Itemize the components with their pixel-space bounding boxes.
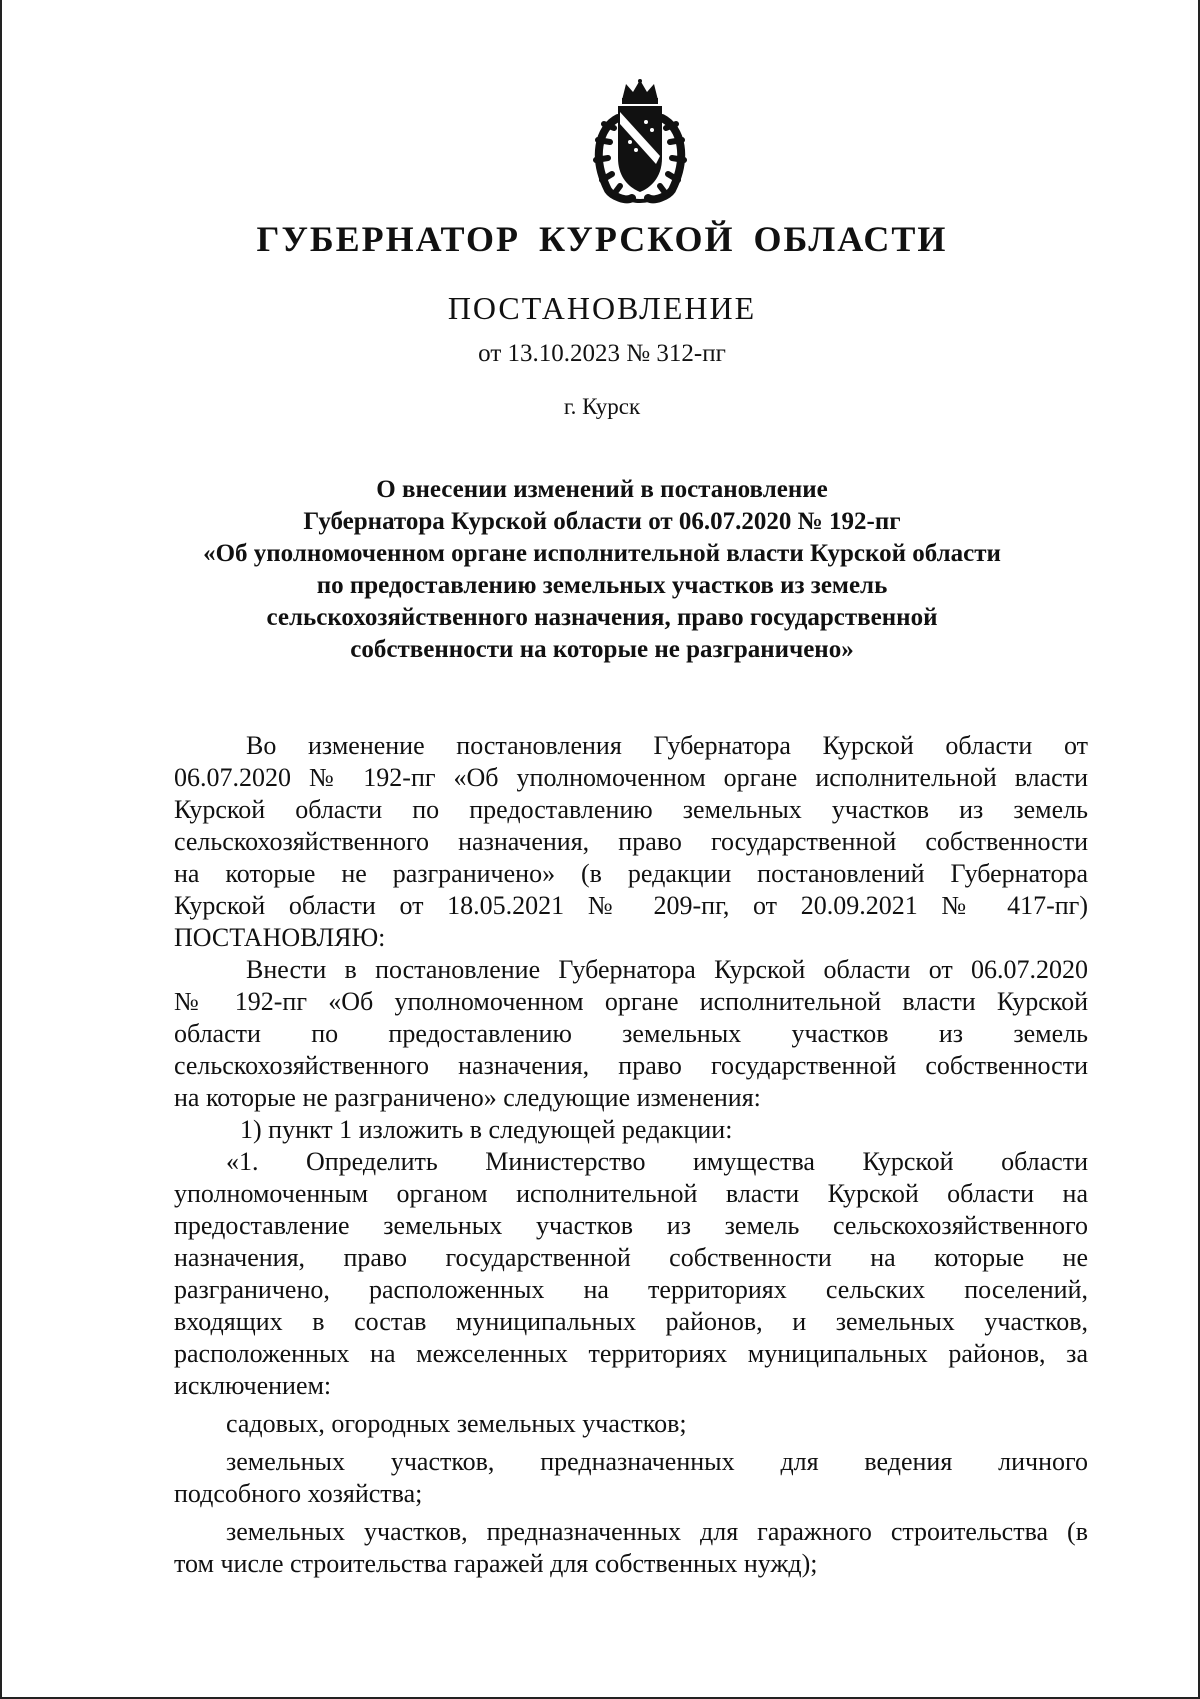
text-line: № 192-пг «Об уполномоченном органе исполнительной власти Курской [174, 987, 1088, 1016]
paragraph-point-1 [174, 1146, 1088, 1402]
text-line: сельскохозяйственного назначения, право государственной собственности [174, 1051, 1088, 1080]
text-line: Курской области от 18.05.2021 № 209-пг, от 20.09.2021 № 417-пг) [174, 891, 1088, 920]
text-line: том числе строительства гаражей для собственных нужд); [174, 1549, 818, 1578]
authority-title: ГУБЕРНАТОР КУРСКОЙ ОБЛАСТИ [256, 219, 948, 259]
coat-of-arms-emblem [570, 78, 710, 206]
document-type: ПОСТАНОВЛЕНИЕ [447, 290, 757, 326]
text-line: 06.07.2020 № 192-пг «Об уполномоченном органе исполнительной власти [174, 763, 1088, 792]
text-line: предоставление земельных участков из земель сельскохозяйственного [174, 1211, 1088, 1240]
text-line: сельскохозяйственного назначения, право государственной собственности [174, 827, 1088, 856]
text-line: расположенных на межселенных территориях муниципальных районов, за [174, 1339, 1088, 1368]
text-line: «1. Определить Министерство имущества Курской области [226, 1147, 1088, 1176]
title-line: Губернатора Курской области от 06.07.2020 № 192-пг [303, 508, 901, 535]
text-line: Во изменение постановления Губернатора Курской области от [246, 731, 1088, 760]
text-line: исключением: [174, 1371, 332, 1400]
text-line: на которые не разграничено» следующие изменения: [174, 1083, 761, 1112]
text-line: Внести в постановление Губернатора Курской области от 06.07.2020 [246, 955, 1088, 984]
document-number: от 13.10.2023 № 312-пг [478, 340, 726, 367]
paragraph-amendment [174, 954, 1088, 1114]
text-line: земельных участков, предназначенных для ведения личного [226, 1447, 1088, 1476]
title-line: «Об уполномоченном органе исполнительной власти Курской области [203, 540, 1001, 567]
text-line: земельных участков, предназначенных для гаражного строительства (в [226, 1517, 1088, 1546]
document-body [174, 730, 1088, 1580]
title-line: О внесении изменений в постановление [376, 476, 828, 503]
text-line: на которые не разграничено» (в редакции постановлений Губернатора [174, 859, 1088, 888]
text-line: назначения, право государственной собственности на которые не [174, 1243, 1088, 1272]
title-line: сельскохозяйственного назначения, право государственной [266, 604, 938, 631]
title-line: собственности на которые не разграничено» [350, 636, 854, 663]
text-line: разграничено, расположенных на территориях сельских поселений, [174, 1275, 1088, 1304]
text-line: подсобного хозяйства; [174, 1479, 423, 1508]
document-city: г. Курск [563, 394, 641, 419]
text-line: уполномоченным органом исполнительной власти Курской области на [174, 1179, 1088, 1208]
text-line: области по предоставлению земельных участков из земель [174, 1019, 1088, 1048]
list-item-1: 1) пункт 1 изложить в следующей редакции: [240, 1115, 733, 1144]
exception-item: садовых, огородных земельных участков; [226, 1409, 687, 1438]
exception-item [174, 1516, 1088, 1580]
document-title [2, 474, 1200, 666]
text-line: Курской области по предоставлению земельных участков из земель [174, 795, 1088, 824]
exception-item [174, 1446, 1088, 1510]
text-line: ПОСТАНОВЛЯЮ: [174, 923, 386, 952]
paragraph-preamble [174, 730, 1088, 954]
title-line: по предоставлению земельных участков из земель [316, 572, 888, 599]
text-line: входящих в состав муниципальных районов, и земельных участков, [174, 1307, 1088, 1336]
